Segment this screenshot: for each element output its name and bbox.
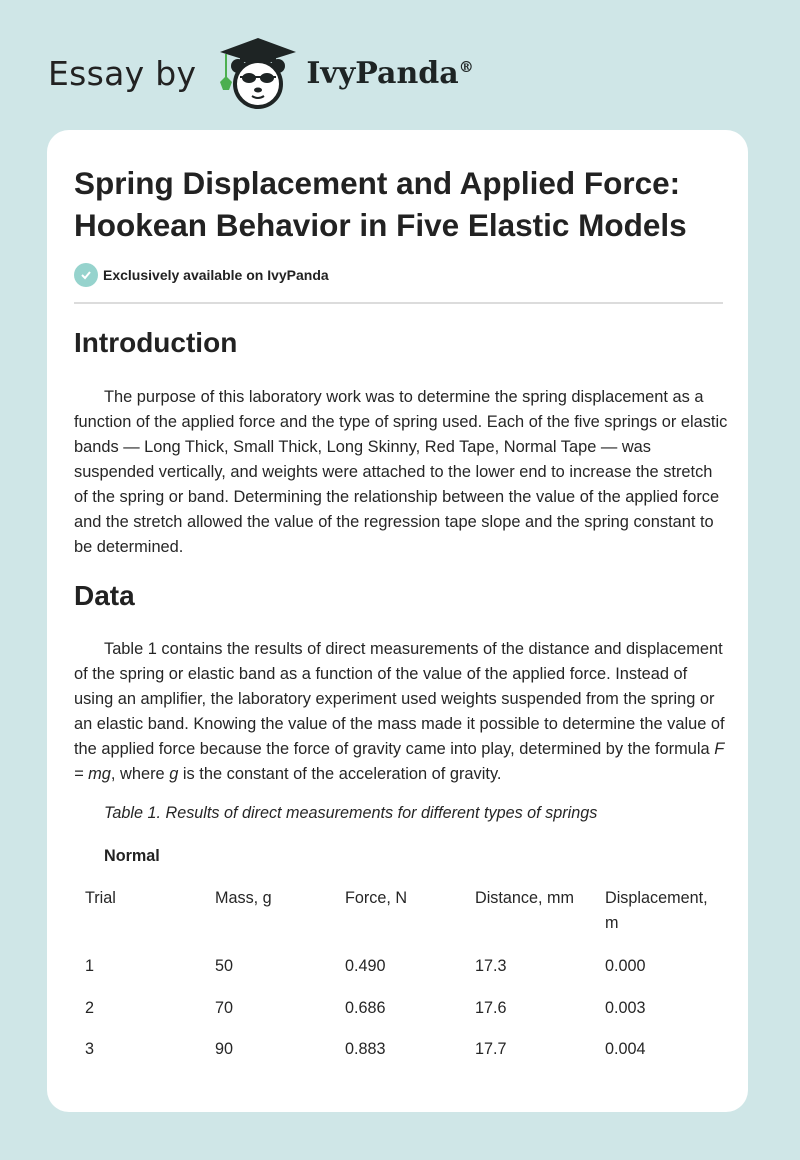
table-cell: 0.000 <box>605 957 646 975</box>
section-heading-data: Data <box>74 580 135 611</box>
table-cell: 70 <box>215 998 234 1017</box>
column-header: Mass, g <box>215 889 272 907</box>
exclusive-badge <box>74 263 329 287</box>
table-row <box>85 1037 735 1079</box>
table-cell: 50 <box>215 957 234 975</box>
table-row <box>85 996 735 1038</box>
divider <box>74 302 723 304</box>
section-heading-introduction: Introduction <box>74 327 238 358</box>
check-icon <box>74 263 98 287</box>
page-title: Spring Displacement and Applied Force: Hookean Behavior in Five Elastic Models <box>74 165 687 243</box>
brand-text: IvyPanda <box>306 55 459 91</box>
table-row <box>85 954 735 996</box>
introduction-paragraph: The purpose of this laboratory work was to determine the spring displacement as a function of the applied force and the type of spring used. Each of the five springs or elastic bands — Long Thick, Small Thick, Long Skinny, Red Tape, Normal Tape — was suspended vertically, and weights were attached to the lower end to increase the stretch of the spring or band. Determining the relationship between the value of the applied force and the stretch allowed the value of the regression tape slope and the spring constant to be determined. <box>74 388 728 556</box>
column-header: Distance, mm <box>475 889 574 907</box>
data-text-1: Table 1 contains the results of direct measurements of the distance and displacement of the spring or elastic band as a function of the value of the applied force. Instead of using an amplifier, the laboratory experiment used weights suspended from the spring or an elastic band. Knowing the value of the mass made it possible to determine the value of the applied force because the force of gravity came into play, determined by the formula <box>74 640 725 758</box>
table-cell: 1 <box>85 957 95 975</box>
table-group-label: Normal <box>104 847 160 865</box>
g-symbol: g <box>169 765 179 783</box>
ivypanda-logo-icon[interactable] <box>214 36 300 110</box>
table-cell: 17.6 <box>475 998 507 1017</box>
table-cell: 17.7 <box>475 1040 507 1058</box>
table-cell: 0.686 <box>345 998 386 1017</box>
column-header: Force, N <box>345 889 408 907</box>
table-cell: 3 <box>85 1040 95 1058</box>
table-cell: 0.003 <box>605 998 646 1017</box>
column-header: Trial <box>85 889 116 907</box>
table-cell: 2 <box>85 998 95 1017</box>
table-cell: 0.490 <box>345 957 386 975</box>
registered-mark: ® <box>458 57 474 76</box>
table-cell: 17.3 <box>475 957 507 975</box>
site-header <box>48 36 474 110</box>
data-text-2: , where <box>110 765 170 783</box>
article-card <box>47 130 748 1112</box>
data-text-3: is the constant of the acceleration of gravity. <box>178 765 502 783</box>
exclusive-label: Exclusively available on IvyPanda <box>103 267 329 283</box>
table-cell: 0.883 <box>345 1040 386 1058</box>
column-header: Displacement, m <box>605 889 708 932</box>
table-caption: Table 1. Results of direct measurements for different types of springs <box>104 804 598 822</box>
measurements-table <box>85 886 735 1079</box>
data-paragraph <box>74 637 729 787</box>
formula: F = mg <box>74 740 724 783</box>
table-header-row <box>85 886 735 954</box>
essay-by-label: Essay by <box>48 53 197 93</box>
table-cell: 0.004 <box>605 1040 646 1058</box>
table-cell: 90 <box>215 1040 234 1058</box>
brand-name[interactable] <box>306 56 473 91</box>
